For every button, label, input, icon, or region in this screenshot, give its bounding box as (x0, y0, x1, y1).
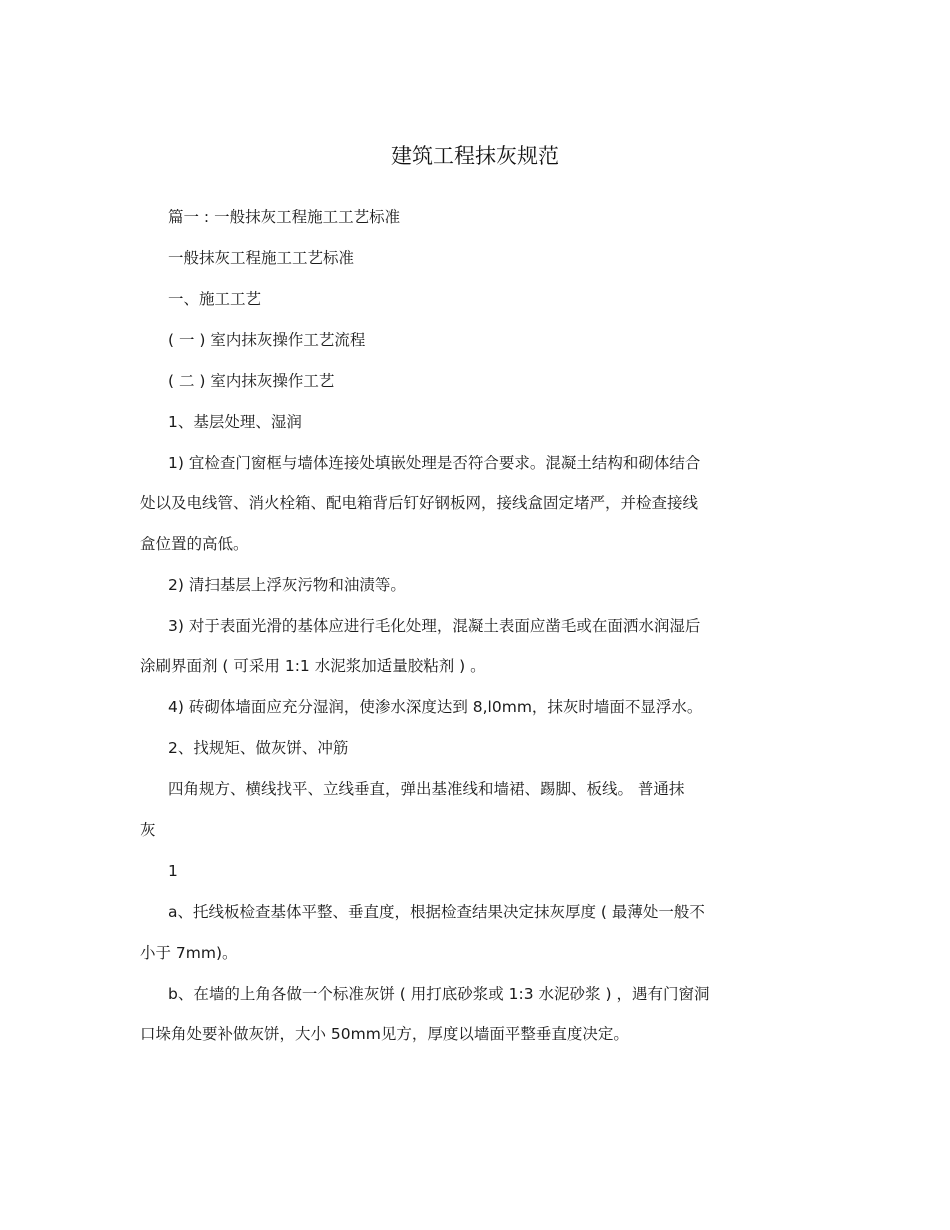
section-heading: 篇一 : 一般抹灰工程施工工艺标准 (168, 208, 401, 226)
paragraph-line: 1) 宜检查门窗框与墙体连接处填嵌处理是否符合要求。混凝土结构和砌体结合 (168, 454, 701, 472)
step-heading: 1、基层处理、湿润 (168, 413, 302, 431)
paragraph-line: b、在墙的上角各做一个标准灰饼 ( 用打底砂浆或 1:3 水泥砂浆 ) ，遇有门窗洞 (168, 985, 710, 1003)
step-heading: 2、找规矩、做灰饼、冲筋 (168, 739, 349, 757)
section-heading: 一、施工工艺 (168, 290, 262, 308)
page-number: 1 (168, 862, 178, 880)
paragraph-line: 四角规方、横线找平、立线垂直，弹出基准线和墙裙、踢脚、板线。 普通抹 (168, 780, 685, 798)
paragraph-line: 涂刷界面剂 ( 可采用 1:1 水泥浆加适量胶粘剂 ) 。 (140, 657, 486, 675)
paragraph-line: 灰 (140, 821, 156, 839)
paragraph-line: 3) 对于表面光滑的基体应进行毛化处理，混凝土表面应凿毛或在面洒水润湿后 (168, 617, 701, 635)
subtitle: 一般抹灰工程施工工艺标准 (168, 249, 355, 267)
document-title: 建筑工程抹灰规范 (391, 144, 559, 168)
paragraph-line: a、托线板检查基体平整、垂直度，根据检查结果决定抹灰厚度 ( 最薄处一般不 (168, 903, 705, 921)
paragraph-line: 处以及电线管、消火栓箱、配电箱背后钉好钢板网，接线盒固定堵严，并检查接线 (140, 494, 699, 512)
paragraph-line: 口垛角处要补做灰饼，大小 50mm见方，厚度以墙面平整垂直度决定。 (140, 1025, 629, 1043)
paragraph-line: 盒位置的高低。 (140, 535, 249, 553)
paragraph-line: 小于 7mm)。 (140, 944, 238, 962)
paragraph-line: 4) 砖砌体墙面应充分湿润，使渗水深度达到 8,l0mm，抹灰时墙面不显浮水。 (168, 698, 703, 716)
subsection-heading: ( 二 ) 室内抹灰操作工艺 (168, 372, 335, 390)
paragraph-line: 2) 清扫基层上浮灰污物和油渍等。 (168, 576, 406, 594)
subsection-heading: ( 一 ) 室内抹灰操作工艺流程 (168, 331, 366, 349)
